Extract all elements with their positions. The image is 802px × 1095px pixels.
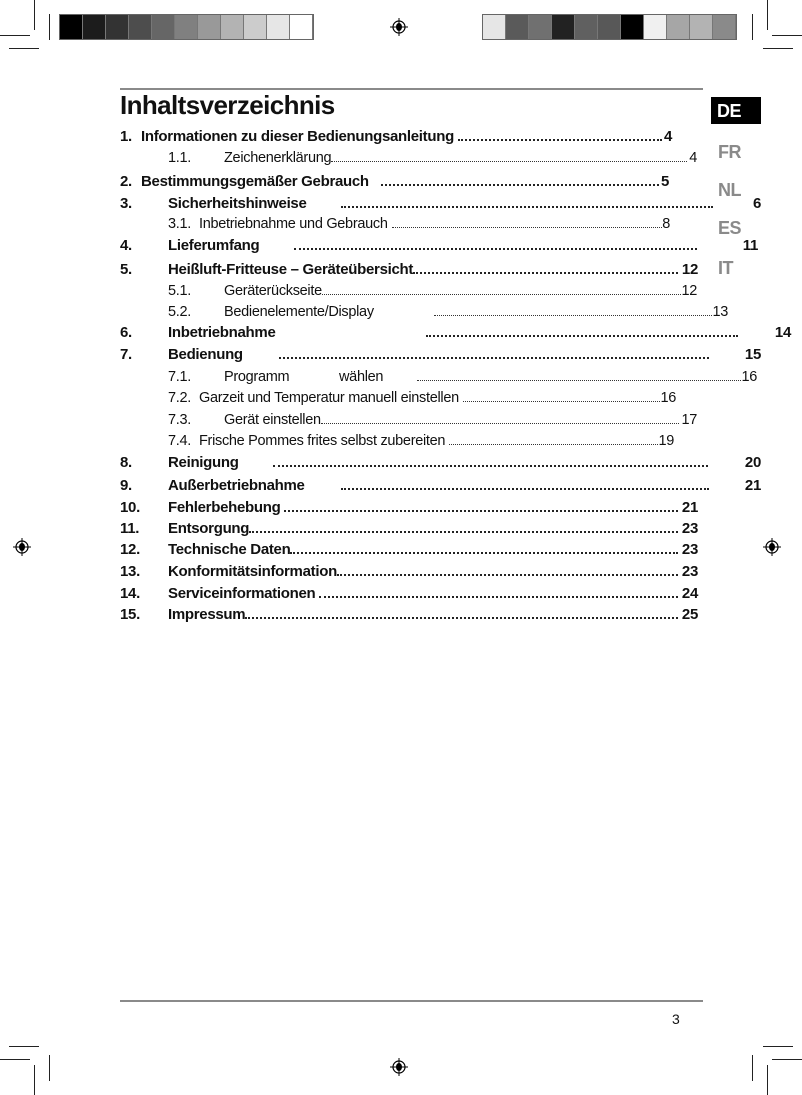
toc-entry-number: 3.1.: [168, 216, 191, 232]
color-swatch: [175, 15, 198, 39]
toc-entry[interactable]: [0, 281, 802, 301]
crop-mark: [34, 1065, 35, 1095]
toc-entry-title: Informationen zu dieser Bedienungsanleitung: [141, 128, 454, 145]
toc-entry-page: 11: [742, 237, 758, 254]
color-swatch: [129, 15, 152, 39]
toc-entry-page: 5: [660, 173, 669, 190]
toc-entry-number: 14.: [120, 585, 140, 602]
toc-entry[interactable]: [0, 562, 802, 582]
toc-entry-page: 19: [658, 433, 674, 449]
language-tab-it[interactable]: IT: [718, 258, 733, 278]
color-calibration-bar-left: [59, 14, 314, 40]
page-number: 3: [672, 1011, 680, 1027]
toc-entry[interactable]: [0, 519, 802, 539]
toc-entry[interactable]: [0, 431, 802, 451]
color-swatch: [60, 15, 83, 39]
dot-leader: [392, 227, 663, 228]
toc-entry[interactable]: [0, 148, 802, 168]
dot-leader: [290, 552, 677, 554]
toc-entry-page: 16: [660, 390, 676, 406]
dot-leader: [319, 596, 678, 598]
crop-mark: [772, 35, 802, 36]
page-title: Inhaltsverzeichnis: [120, 90, 335, 120]
toc-entry-title: Außerbetriebnahme: [168, 477, 305, 494]
dot-leader: [322, 294, 682, 295]
toc-entry-title: Technische Daten: [168, 541, 291, 558]
toc-entry-number: 3.: [120, 195, 132, 212]
color-calibration-bar-right: [482, 14, 737, 40]
color-swatch: [506, 15, 529, 39]
crop-mark: [0, 1059, 30, 1060]
toc-entry-page: 23: [681, 520, 698, 537]
crop-mark: [49, 14, 50, 40]
dot-leader: [341, 206, 713, 208]
toc-entry-page: 25: [681, 606, 698, 623]
dot-leader: [449, 444, 658, 445]
toc-entry[interactable]: [0, 214, 802, 234]
dot-leader: [249, 531, 678, 533]
toc-entry-number: 6.: [120, 324, 132, 341]
toc-entry-page: 23: [681, 541, 698, 558]
language-tab-fr[interactable]: FR: [718, 142, 741, 162]
toc-entry[interactable]: [0, 476, 802, 496]
language-tab-es[interactable]: ES: [718, 218, 742, 238]
toc-entry-title: Garzeit und Temperatur manuell einstellen: [199, 390, 459, 406]
crop-mark: [763, 1046, 793, 1047]
toc-entry-number: 7.2.: [168, 390, 191, 406]
toc-entry-title: Bestimmungsgemäßer Gebrauch: [141, 173, 369, 190]
toc-entry[interactable]: [0, 388, 802, 408]
color-swatch: [83, 15, 106, 39]
color-swatch: [598, 15, 621, 39]
toc-entry[interactable]: [0, 367, 802, 387]
toc-entry[interactable]: [0, 172, 802, 192]
toc-entry[interactable]: [0, 194, 802, 214]
toc-entry-page: 20: [744, 454, 761, 471]
toc-entry-title: Gerät einstellen: [224, 412, 321, 428]
toc-entry-title: Fehlerbehebung: [168, 499, 281, 516]
toc-entry[interactable]: [0, 345, 802, 365]
toc-entry-number: 2.: [120, 173, 132, 190]
toc-entry-title: Programm wählen: [224, 369, 384, 385]
toc-entry-title: Reinigung: [168, 454, 239, 471]
toc-entry-number: 8.: [120, 454, 132, 471]
toc-entry[interactable]: [0, 498, 802, 518]
toc-entry-page: 4: [663, 128, 672, 145]
color-swatch: [644, 15, 667, 39]
toc-entry-page: 21: [744, 477, 761, 494]
color-swatch: [152, 15, 175, 39]
toc-entry-number: 5.: [120, 261, 132, 278]
crop-mark: [763, 48, 793, 49]
toc-entry-title: Impressum: [168, 606, 246, 623]
bottom-rule: [120, 1000, 703, 1002]
crop-mark: [772, 1059, 802, 1060]
toc-entry-page: 21: [681, 499, 698, 516]
toc-entry-number: 9.: [120, 477, 132, 494]
crop-mark: [0, 35, 30, 36]
toc-entry[interactable]: [0, 260, 802, 280]
toc-entry-number: 10.: [120, 499, 140, 516]
toc-entry-page: 17: [681, 412, 697, 428]
toc-entry-title: Entsorgung: [168, 520, 250, 537]
toc-entry-number: 7.3.: [168, 412, 191, 428]
toc-entry-title: Serviceinformationen: [168, 585, 316, 602]
toc-entry-page: 15: [744, 346, 761, 363]
language-tab-nl[interactable]: NL: [718, 180, 741, 200]
color-swatch: [198, 15, 221, 39]
toc-entry-page: 12: [681, 261, 698, 278]
color-swatch: [221, 15, 244, 39]
color-swatch: [244, 15, 267, 39]
dot-leader: [337, 574, 678, 576]
toc-entry-number: 5.2.: [168, 304, 191, 320]
toc-entry-page: 14: [774, 324, 791, 341]
toc-entry-title: Zeichenerklärung: [224, 150, 332, 166]
toc-entry-page: 24: [681, 585, 698, 602]
registration-mark-icon: [390, 18, 408, 36]
dot-leader: [321, 423, 680, 424]
color-swatch: [290, 15, 313, 39]
toc-entry-page: 8: [662, 216, 670, 232]
dot-leader: [381, 184, 659, 186]
dot-leader: [417, 380, 741, 381]
toc-entry-title: Geräterückseite: [224, 283, 322, 299]
toc-entry-number: 5.1.: [168, 283, 191, 299]
toc-entry[interactable]: [0, 605, 802, 625]
color-swatch: [621, 15, 644, 39]
dot-leader: [434, 315, 713, 316]
toc-entry[interactable]: [0, 302, 802, 322]
crop-mark: [752, 1055, 753, 1081]
toc-entry-title: Bedienung: [168, 346, 243, 363]
toc-entry-title: Inbetriebnahme: [168, 324, 276, 341]
dot-leader: [341, 488, 709, 490]
crop-mark: [767, 1065, 768, 1095]
toc-entry-page: 6: [752, 195, 761, 212]
color-swatch: [529, 15, 552, 39]
color-swatch: [713, 15, 736, 39]
crop-mark: [34, 0, 35, 30]
toc-entry-title: Frische Pommes frites selbst zubereiten: [199, 433, 446, 449]
dot-leader: [279, 357, 709, 359]
color-swatch: [575, 15, 598, 39]
toc-entry[interactable]: [0, 540, 802, 560]
toc-entry[interactable]: [0, 323, 802, 343]
dot-leader: [458, 139, 662, 141]
dot-leader: [245, 617, 678, 619]
toc-entry-title: Heißluft-Fritteuse – Geräteübersicht: [168, 261, 414, 278]
crop-mark: [752, 14, 753, 40]
dot-leader: [294, 248, 696, 250]
toc-entry[interactable]: [0, 584, 802, 604]
registration-mark-icon: [390, 1058, 408, 1076]
toc-entry-number: 1.1.: [168, 150, 191, 166]
toc-entry-number: 11.: [120, 520, 140, 537]
toc-entry-page: 13: [712, 304, 728, 320]
toc-entry-page: 4: [689, 150, 697, 166]
crop-mark: [9, 1046, 39, 1047]
toc-entry-number: 13.: [120, 563, 140, 580]
toc-entry[interactable]: [0, 453, 802, 473]
toc-entry-number: 7.: [120, 346, 132, 363]
crop-mark: [9, 48, 39, 49]
color-swatch: [483, 15, 506, 39]
toc-entry-number: 7.4.: [168, 433, 191, 449]
color-swatch: [267, 15, 290, 39]
toc-entry-number: 4.: [120, 237, 132, 254]
toc-entry-page: 12: [681, 283, 697, 299]
crop-mark: [767, 0, 768, 30]
crop-mark: [49, 1055, 50, 1081]
toc-entry-title: Sicherheitshinweise: [168, 195, 307, 212]
dot-leader: [331, 161, 687, 162]
toc-entry-title: Inbetriebnahme und Gebrauch: [199, 216, 388, 232]
toc-entry-number: 12.: [120, 541, 140, 558]
dot-leader: [413, 272, 678, 274]
toc-entry-number: 15.: [120, 606, 140, 623]
toc-entry[interactable]: [0, 127, 802, 147]
toc-entry[interactable]: [0, 236, 802, 256]
color-swatch: [106, 15, 129, 39]
language-tab-de[interactable]: DE: [711, 97, 761, 124]
color-swatch: [690, 15, 713, 39]
color-swatch: [667, 15, 690, 39]
dot-leader: [284, 510, 677, 512]
color-swatch: [552, 15, 575, 39]
toc-entry-title: Bedienelemente/Display: [224, 304, 374, 320]
toc-entry-title: Lieferumfang: [168, 237, 260, 254]
toc-entry-page: 16: [741, 369, 757, 385]
dot-leader: [426, 335, 738, 337]
dot-leader: [463, 401, 661, 402]
toc-entry[interactable]: [0, 410, 802, 430]
toc-entry-title: Konformitätsinformation: [168, 563, 337, 580]
dot-leader: [273, 465, 708, 467]
toc-entry-page: 23: [681, 563, 698, 580]
toc-entry-number: 1.: [120, 128, 132, 145]
toc-entry-number: 7.1.: [168, 369, 191, 385]
